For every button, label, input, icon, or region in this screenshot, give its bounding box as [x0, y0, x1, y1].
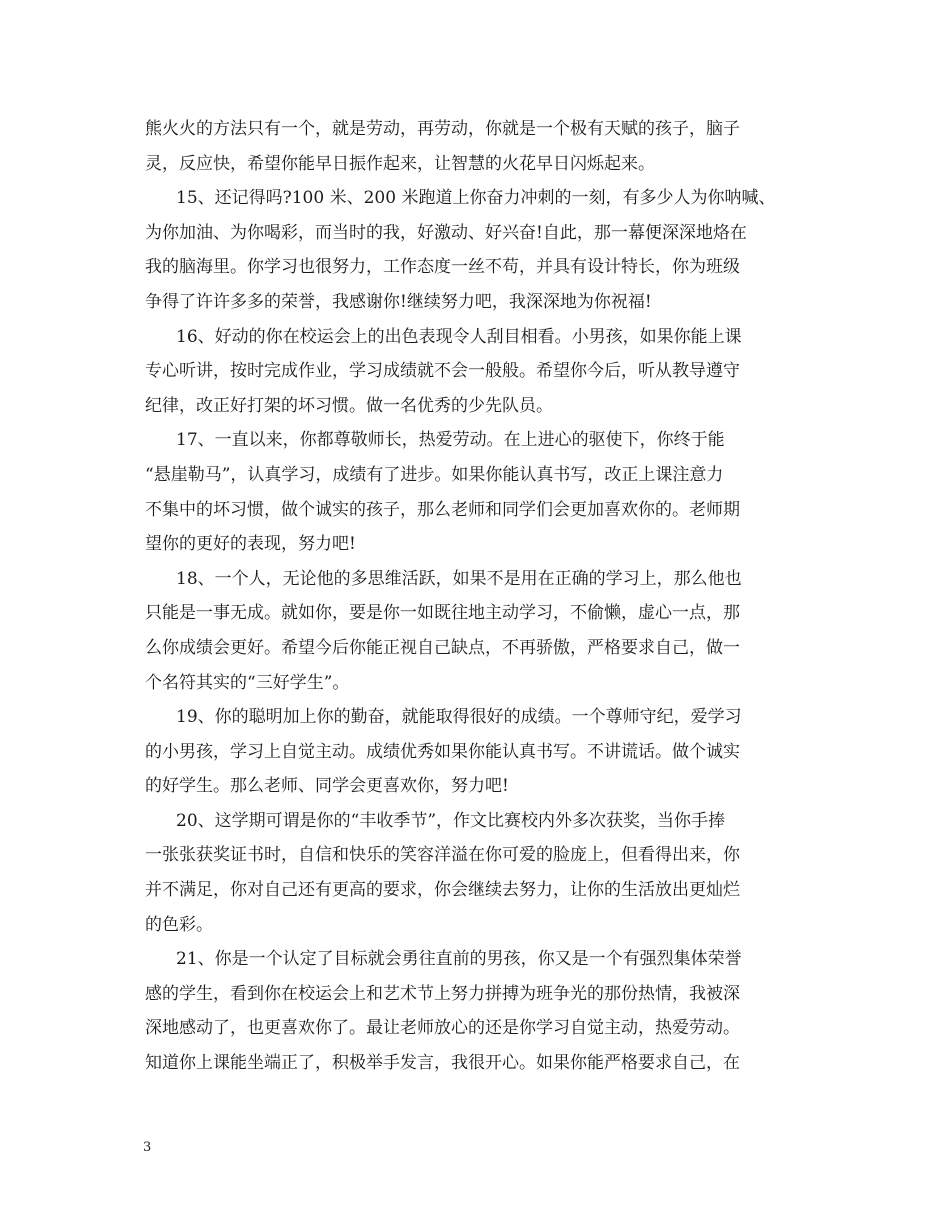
text-line: 不集中的坏习惯，做个诚实的孩子，那么老师和同学们会更加喜欢你的。老师期 [145, 499, 740, 520]
text-line: 专心听讲，按时完成作业，学习成绩就不会一般般。希望你今后，听从教导遵守 [145, 361, 740, 382]
paragraph-first-line: 21、你是一个认定了目标就会勇往直前的男孩，你又是一个有强烈集体荣誉 [176, 949, 742, 970]
paragraph-first-line: 20、这学期可谓是你的“丰收季节”，作文比赛校内外多次获奖，当你手捧 [176, 810, 726, 831]
paragraph-first-line: 16、好动的你在校运会上的出色表现令人刮目相看。小男孩，如果你能上课 [176, 326, 742, 347]
text-line: 么你成绩会更好。希望今后你能正视自己缺点，不再骄傲，严格要求自己，做一 [145, 637, 740, 658]
text-line: 的好学生。那么老师、同学会更喜欢你，努力吧! [145, 776, 509, 797]
page-number: 3 [143, 1140, 152, 1155]
text-line: 熊火火的方法只有一个，就是劳动，再劳动，你就是一个极有天赋的孩子，脑子 [145, 119, 740, 139]
text-line: 的小男孩，学习上自觉主动。成绩优秀如果你能认真书写。不讲谎话。做个诚实 [145, 741, 740, 762]
text-line: 灵，反应快，希望你能早日振作起来，让智慧的火花早日闪烁起来。 [145, 153, 655, 174]
text-line: 望你的更好的表现，努力吧! [145, 534, 356, 555]
paragraph-first-line: 19、你的聪明加上你的勤奋，就能取得很好的成绩。一个尊师守纪，爱学习 [176, 707, 742, 728]
text-line: 只能是一事无成。就如你，要是你一如既往地主动学习，不偷懒，虚心一点，那 [145, 603, 740, 624]
text-line: 深地感动了，也更喜欢你了。最让老师放心的还是你学习自觉主动，热爱劳动。 [145, 1018, 740, 1039]
body-text [145, 112, 815, 1081]
text-line: “悬崖勒马”，认真学习，成绩有了进步。如果你能认真书写，改正上课注意力 [145, 464, 724, 485]
text-line: 的色彩。 [145, 914, 213, 935]
text-line: 争得了许许多多的荣誉，我感谢你!继续努力吧，我深深地为你祝福! [145, 291, 652, 312]
paragraph-first-line: 18、一个人，无论他的多思维活跃，如果不是用在正确的学习上，那么他也 [176, 568, 742, 589]
text-line: 我的脑海里。你学习也很努力，工作态度一丝不苟，并具有设计特长，你为班级 [145, 257, 740, 278]
text-line: 并不满足，你对自己还有更高的要求，你会继续去努力，让你的生活放出更灿烂 [145, 880, 740, 901]
paragraph-first-line: 17、一直以来，你都尊敬师长，热爱劳动。在上进心的驱使下，你终于能 [176, 430, 725, 451]
text-line: 纪律，改正好打架的坏习惯。做一名优秀的少先队员。 [145, 395, 553, 416]
text-line: 知道你上课能坐端正了，积极举手发言，我很开心。如果你能严格要求自己，在 [145, 1053, 740, 1074]
text-line: 为你加油、为你喝彩，而当时的我，好激动、好兴奋!自此，那一幕便深深地烙在 [145, 222, 747, 243]
text-line: 一张张获奖证书时，自信和快乐的笑容洋溢在你可爱的脸庞上，但看得出来，你 [145, 845, 740, 866]
text-line: 感的学生，看到你在校运会上和艺术节上努力拼搏为班争光的那份热情，我被深 [145, 983, 740, 1004]
paragraph-first-line: 15、还记得吗?100 米、200 米跑道上你奋力冲刺的一刻，有多少人为你呐喊、 [176, 188, 776, 209]
text-line: 个名符其实的“三好学生”。 [145, 672, 350, 693]
